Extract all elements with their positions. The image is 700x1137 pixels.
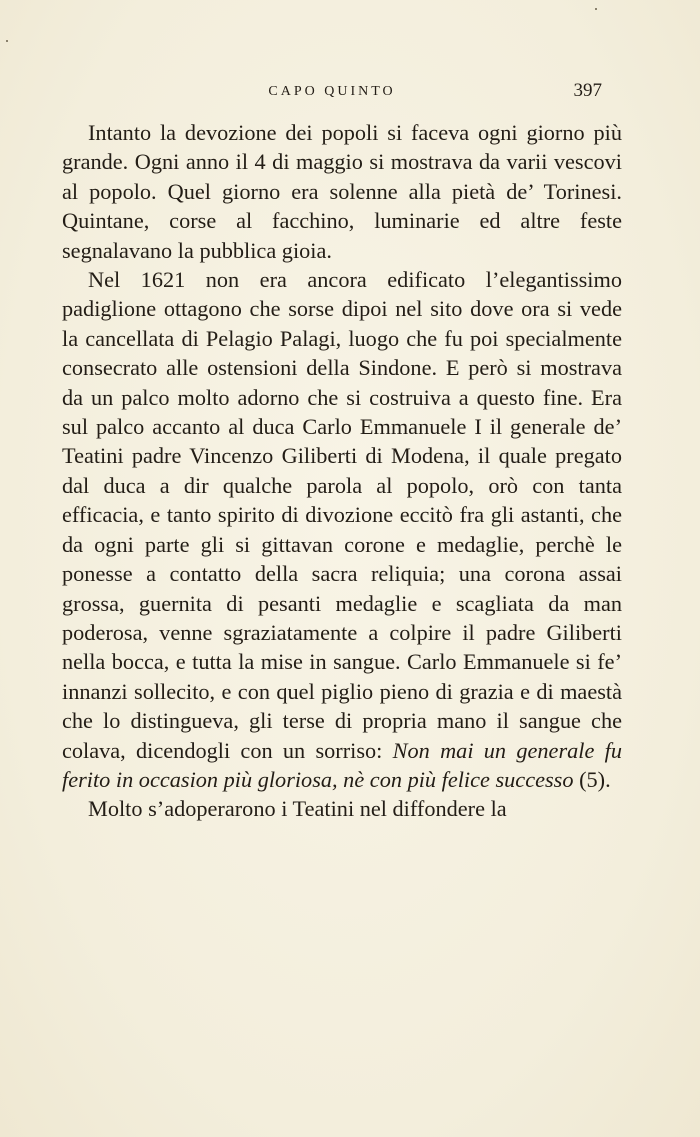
paragraph-1: Intanto la devozione dei popoli si faceva ogni giorno più grande. Ogni anno il 4 di maggio si mostrava da varii vescovi al popolo. Quel giorno era solenne alla pietà de’ Torinesi. Quintane, corse al facchino, luminarie ed altre feste segnalavano la pubblica gioia. <box>62 120 622 263</box>
running-head: CAPO QUINTO <box>268 84 396 99</box>
quoted-speech: Non mai un generale fu ferito in occasion più gloriosa, nè con più felice successo <box>62 737 622 792</box>
paragraph-3: Molto s’adoperarono i Teatini nel diffondere la <box>88 796 507 822</box>
body-text <box>62 118 622 824</box>
paper-speck <box>595 8 597 10</box>
paper-speck <box>6 40 8 42</box>
paragraph-2-text: Nel 1621 non era ancora edificato l’elegantissimo padiglione ottagono che sorse dipoi nel sito dove ora si vede la cancellata di Pelagio Palagi, luogo che fu poi specialmente consecrato alle ostensioni della Sindone. E però si mostrava da un palco molto adorno che si costruiva a questo fine. Era sul palco accanto al duca Carlo Emmanuele I il generale de’ Teatini padre Vincenzo Giliberti di Modena, il quale pregato dal duca a dir qualche parola al popolo, orò con tanta efficacia, e tanto spirito di divozione eccitò fra gli astanti, che da ogni parte gli si gittavan corone e medaglie, perchè le ponesse a contatto della sacra reliquia; una corona assai grossa, guernita di pesanti medaglie e scagliata da man poderosa, venne sgraziatamente a colpire il padre Giliberti nella bocca, e tutta la mise in sangue. Carlo Emmanuele si fe’ innanzi sollecito, e con quel piglio pieno di grazia e di maestà che lo distingueva, gli terse di propria mano il sangue che colava, dicendogli con un sorriso: <box>62 267 622 763</box>
page-number: 397 <box>573 80 602 101</box>
page-header <box>62 80 602 110</box>
paragraph-2 <box>62 265 622 794</box>
footnote-reference: (5). <box>573 766 611 792</box>
